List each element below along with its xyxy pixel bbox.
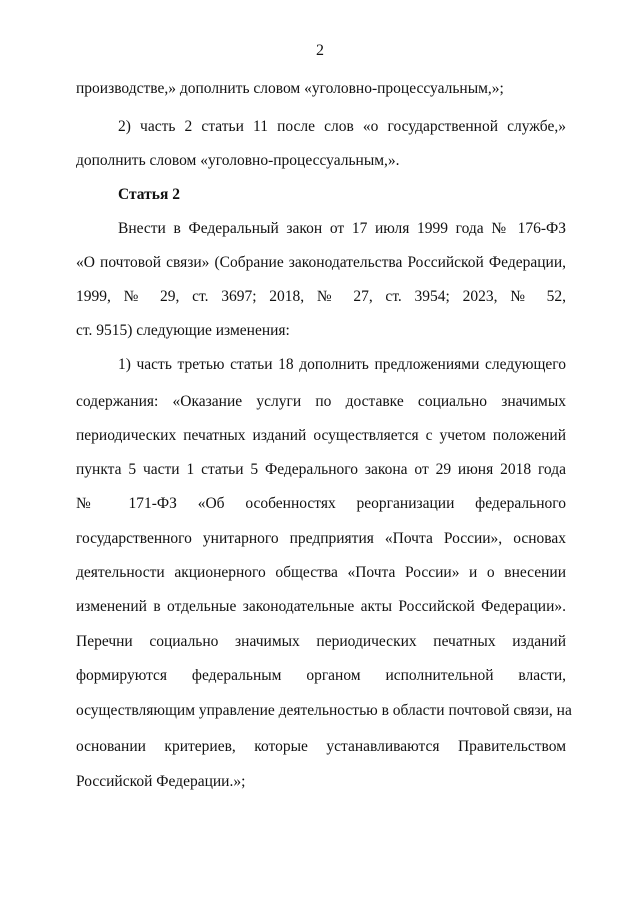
text-line: изменений в отдельные законодательные акты Российской Федерации». [76,598,566,615]
text-line: дополнить словом «уголовно-процессуальным,». [76,152,400,169]
text-line: Внести в Федеральный закон от 17 июля 1999 года № 176-ФЗ [118,220,566,237]
text-line: осуществляющим управление деятельностью в области почтовой связи, на [76,702,572,719]
text-line: Перечни социально значимых периодических печатных изданий [76,633,566,650]
page-number: 2 [316,42,324,59]
text-line: «О почтовой связи» (Собрание законодательства Российской Федерации, [76,254,566,271]
text-line: пункта 5 части 1 статьи 5 Федерального закона от 29 июня 2018 года [76,461,566,478]
text-line: формируются федеральным органом исполнительной власти, [76,667,566,684]
text-line: периодических печатных изданий осуществляется с учетом положений [76,427,566,444]
text-line: содержания: «Оказание услуги по доставке социально значимых [76,393,566,410]
text-line: Российской Федерации.»; [76,773,246,790]
text-line: основании критериев, которые устанавливаются Правительством [76,738,566,755]
text-line: 1) часть третью статьи 18 дополнить предложениями следующего [118,356,566,373]
text-line: 1999, № 29, ст. 3697; 2018, № 27, ст. 3954; 2023, № 52, [76,288,566,305]
text-line: № 171-ФЗ «Об особенностях реорганизации федерального [76,495,566,512]
article-heading: Статья 2 [118,186,180,203]
text-line: деятельности акционерного общества «Почта России» и о внесении [76,564,566,581]
text-line: ст. 9515) следующие изменения: [76,322,290,339]
text-line: производстве,» дополнить словом «уголовно-процессуальным,»; [76,80,504,97]
text-line: государственного унитарного предприятия «Почта России», основах [76,530,566,547]
text-line: 2) часть 2 статьи 11 после слов «о государственной службе,» [118,118,566,135]
